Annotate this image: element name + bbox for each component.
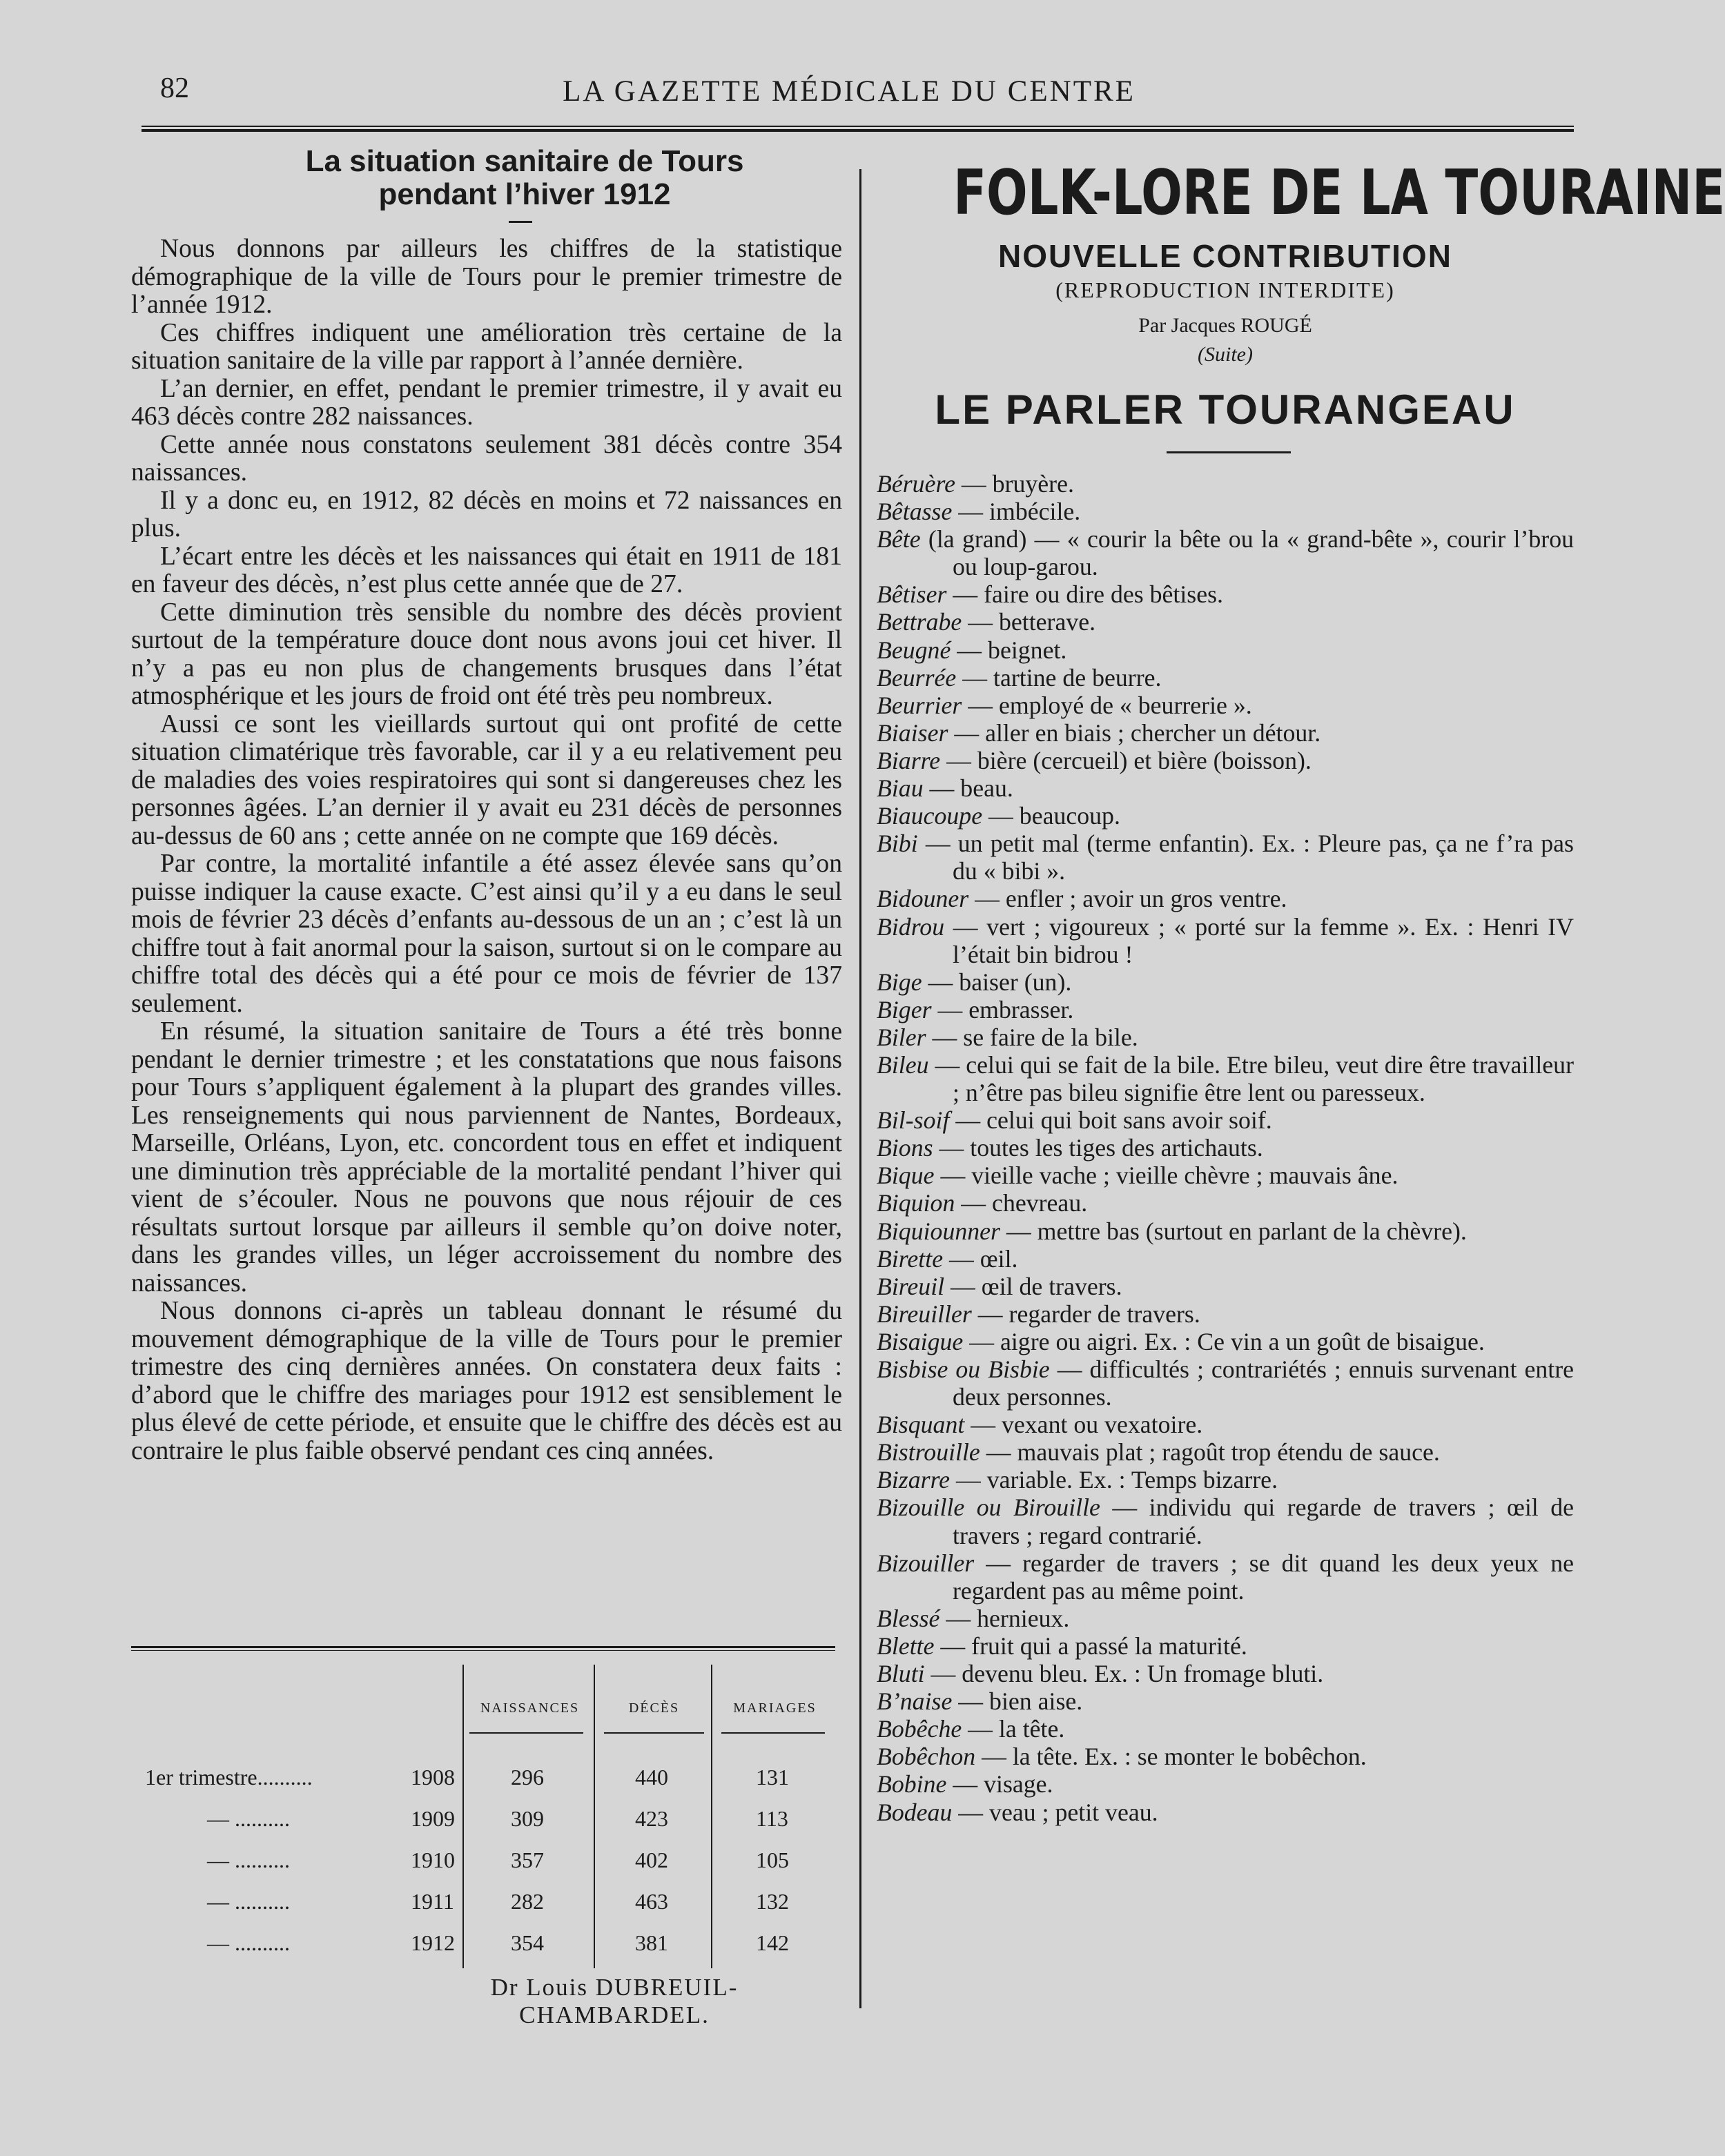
header-deces: DÉCÈS <box>628 1701 680 1716</box>
entry-term: Bêtasse <box>877 498 953 526</box>
entry-term: Beugné <box>877 636 951 664</box>
entry-term: B’naise <box>877 1687 953 1716</box>
entry-definition: — visage. <box>946 1770 1053 1799</box>
header-mariages: MARIAGES <box>733 1701 817 1716</box>
row-year: 1910 <box>411 1848 455 1872</box>
article-title <box>179 145 870 211</box>
paragraph: Nous donnons par ailleurs les chiffres de la statistique démographique de la ville de Tours pour le premier trimestre de l’année 1912. <box>131 235 842 319</box>
entry-term: Bique <box>877 1162 935 1190</box>
glossary-entry <box>877 1411 1574 1438</box>
entry-term: Bige <box>877 968 922 996</box>
paragraph: En résumé, la situation sanitaire de Tours a été très bonne pendant le dernier trimestre ; et les constatations que nous faisons pour Tours s’appliquent également à la plupart des grandes villes. Les renseignements qui nous parviennent de Nantes, Bordeaux, Marseille, Orléans, Lyon, etc. concordent tous en effet et indiquent une diminution très appréciable de la mortalité pendant l’hiver qui vient de s’écouler. Nous ne pouvons que nous réjouir de ces résultats surtout lorsque par ailleurs il semble qu’on doive noter, dans les grandes villes, un léger accroissement du nombre des naissances. <box>131 1017 842 1297</box>
glossary-entry <box>877 1023 1574 1051</box>
cell-naissances: 354 <box>511 1930 544 1955</box>
entry-definition: — vieille vache ; vieille chèvre ; mauvais âne. <box>934 1162 1398 1190</box>
entry-definition: — employé de « beurrerie ». <box>962 691 1252 719</box>
entry-definition: (la grand) — « courir la bête ou la « grand-bête », courir l’brou ou loup-garou. <box>920 525 1574 581</box>
entry-term: Bidouner <box>877 885 969 913</box>
glossary-entry <box>877 1051 1574 1106</box>
entry-definition: — bière (cercueil) et bière (boisson). <box>940 746 1312 774</box>
entry-definition: — vert ; vigoureux ; « porté sur la femme ». Ex. : Henri IV l’était bin bidrou ! <box>944 912 1574 968</box>
glossary-entry <box>877 1466 1574 1493</box>
entry-term: Béruère <box>877 470 955 498</box>
row-year: 1908 <box>411 1765 455 1790</box>
entry-definition: — difficultés ; contrariétés ; ennuis survenant entre deux personnes. <box>953 1355 1575 1411</box>
glossary-entry <box>877 1799 1574 1826</box>
entry-term: Bileu <box>877 1050 929 1079</box>
signature: Dr Louis DUBREUIL-CHAMBARDEL. <box>490 1974 739 2028</box>
entry-definition: — variable. Ex. : Temps bizarre. <box>950 1466 1278 1494</box>
entry-term: Bêtiser <box>877 580 947 609</box>
glossary-entry <box>877 1715 1574 1743</box>
cell-naissances: 296 <box>511 1765 544 1790</box>
glossary-entry <box>877 1328 1574 1355</box>
header-rule <box>604 1732 704 1734</box>
cell-naissances: 282 <box>511 1889 544 1914</box>
entry-definition: — un petit mal (terme enfantin). Ex. : Pleure pas, ça ne f’ra pas du « bibi ». <box>917 830 1574 885</box>
entry-definition: — chevreau. <box>955 1189 1088 1217</box>
subtitle: NOUVELLE CONTRIBUTION <box>998 238 1452 274</box>
entry-term: Beurrée <box>877 663 957 692</box>
entry-term: Biler <box>877 1023 926 1051</box>
row-label: — .......... <box>207 1889 290 1914</box>
header-rule <box>721 1732 825 1734</box>
entry-term: Biarre <box>877 746 941 774</box>
entry-term: Biaiser <box>877 718 948 747</box>
entry-definition: — fruit qui a passé la maturité. <box>934 1631 1247 1660</box>
entry-term: Biau <box>877 774 924 803</box>
reproduction-notice: (REPRODUCTION INTERDITE) <box>1055 277 1395 302</box>
glossary-entry <box>877 802 1574 830</box>
running-title: LA GAZETTE MÉDICALE DU CENTRE <box>563 75 1136 108</box>
entry-definition: — bien aise. <box>952 1687 1083 1716</box>
glossary-entry <box>877 747 1574 774</box>
author-line: Par Jacques ROUGÉ <box>1138 314 1312 337</box>
cell-deces: 440 <box>635 1765 668 1790</box>
entry-term: Bireuil <box>877 1272 945 1300</box>
glossary-entry <box>877 1273 1574 1300</box>
glossary-entry <box>877 1687 1574 1715</box>
glossary-entry <box>877 1106 1574 1134</box>
entry-term: Bidrou <box>877 912 945 941</box>
entry-definition: — beaucoup. <box>982 802 1120 830</box>
entry-term: Bisaigue <box>877 1327 964 1355</box>
entry-definition: — individu qui regarde de travers ; œil de travers ; regard contrarié. <box>953 1493 1574 1549</box>
entry-term: Blette <box>877 1631 935 1660</box>
paragraph: Nous donnons ci-après un tableau donnant le résumé du mouvement démographique de la ville de Tours pour le premier trimestre des cinq dernières années. On constatera deux faits : d’abord que le chiffre des mariages pour 1912 est sensiblement le plus élevé de cette période, et ensuite que le chiffre des décès est au contraire le plus faible observé pendant ces cinq années. <box>131 1297 842 1465</box>
entry-definition: — la tête. <box>962 1715 1065 1743</box>
entry-term: Bobêche <box>877 1715 962 1743</box>
glossary-entry <box>877 719 1574 747</box>
folk-lore-title: FOLK-LORE DE LA TOURAINE <box>953 157 1725 229</box>
entry-definition: — aigre ou aigri. Ex. : Ce vin a un goût de bisaigue. <box>963 1327 1485 1355</box>
entry-definition: — œil de travers. <box>944 1272 1122 1300</box>
left-article <box>131 145 842 1465</box>
paragraph: Cette année nous constatons seulement 381 décès contre 354 naissances. <box>131 430 842 487</box>
entry-definition: — celui qui se fait de la bile. Etre bileu, veut dire être travailleur ; n’être pas bileu signifie être lent ou paresseux. <box>928 1050 1574 1107</box>
glossary-entry <box>877 1660 1574 1687</box>
paragraph: Cette diminution très sensible du nombre des décès provient surtout de la température douce dont nous avons joui cet hiver. Il n’y a pas eu non plus de changements brusques dans l’état atmosphérique et les jours de froid ont été très peu nombreux. <box>131 598 842 710</box>
table-row <box>131 1848 835 1875</box>
cell-mariages: 132 <box>756 1889 789 1914</box>
entry-term: Bil-soif <box>877 1106 950 1135</box>
entry-definition: — baiser (un). <box>922 968 1072 996</box>
entry-term: Bizarre <box>877 1466 951 1494</box>
entry-term: Biquion <box>877 1189 955 1217</box>
entry-term: Bobine <box>877 1770 947 1799</box>
entry-term: Bobêchon <box>877 1743 976 1771</box>
glossary-entry <box>877 1743 1574 1770</box>
cell-deces: 463 <box>635 1889 668 1914</box>
title-rule <box>509 221 532 223</box>
glossary-entry <box>877 1770 1574 1798</box>
right-article <box>877 145 1725 1826</box>
entry-definition: — toutes les tiges des artichauts. <box>933 1134 1263 1162</box>
glossary-entry <box>877 830 1574 885</box>
row-label: — .......... <box>207 1848 290 1872</box>
suite-label: (Suite) <box>1198 343 1253 366</box>
entry-definition: — betterave. <box>962 608 1096 636</box>
entry-definition: — hernieux. <box>939 1604 1070 1632</box>
entry-term: Bireuiller <box>877 1300 972 1328</box>
glossary-entry <box>877 1605 1574 1632</box>
cell-mariages: 131 <box>756 1765 789 1790</box>
glossary-entry <box>877 636 1574 664</box>
entry-term: Bions <box>877 1134 933 1162</box>
section-title: LE PARLER TOURANGEAU <box>935 386 1516 433</box>
entry-definition: — bruyère. <box>955 470 1074 498</box>
entry-definition: — aller en biais ; chercher un détour. <box>948 718 1321 747</box>
cell-mariages: 113 <box>756 1806 788 1831</box>
entry-definition: — embrasser. <box>931 995 1074 1023</box>
glossary-entry <box>877 608 1574 636</box>
entry-term: Biquiounner <box>877 1217 1000 1245</box>
entry-definition: — la tête. Ex. : se monter le bobêchon. <box>975 1743 1367 1771</box>
row-year: 1911 <box>411 1889 454 1914</box>
entry-definition: — regarder de travers. <box>971 1300 1200 1328</box>
paragraph: Il y a donc eu, en 1912, 82 décès en moins et 72 naissances en plus. <box>131 486 842 542</box>
entry-definition: — vexant ou vexatoire. <box>964 1411 1203 1439</box>
glossary-entry <box>877 664 1574 692</box>
glossary-entry <box>877 1493 1574 1549</box>
glossary-entry <box>877 470 1574 498</box>
glossary-entry <box>877 774 1574 802</box>
glossary-entry <box>877 525 1574 580</box>
article-title-line2: pendant l’hiver 1912 <box>378 177 671 211</box>
glossary-entry <box>877 1355 1574 1411</box>
column-divider <box>859 169 861 2008</box>
top-rule <box>142 126 1574 132</box>
row-label: 1er trimestre.......... <box>145 1765 313 1790</box>
paragraph: L’écart entre les décès et les naissances qui était en 1911 de 181 en faveur des décès, n’est plus cette année que de 27. <box>131 542 842 598</box>
entry-definition: — beignet. <box>951 636 1067 664</box>
cell-deces: 381 <box>635 1930 668 1955</box>
entry-term: Bizouille ou Birouille <box>877 1493 1100 1522</box>
stats-table <box>131 1646 835 1975</box>
entry-term: Bluti <box>877 1660 925 1688</box>
cell-naissances: 357 <box>511 1848 544 1872</box>
entry-definition: — imbécile. <box>952 498 1081 526</box>
row-year: 1912 <box>411 1930 455 1955</box>
glossary-entry <box>877 692 1574 719</box>
entry-definition: — tartine de beurre. <box>956 663 1162 692</box>
glossary-entry <box>877 1632 1574 1660</box>
cell-deces: 402 <box>635 1848 668 1872</box>
page-number: 82 <box>160 72 189 104</box>
table-row <box>131 1889 835 1917</box>
paragraph: L’an dernier, en effet, pendant le premier trimestre, il y avait eu 463 décès contre 282 naissances. <box>131 374 842 431</box>
entry-definition: — beau. <box>923 774 1013 803</box>
glossary-entry <box>877 1134 1574 1162</box>
header-rule <box>469 1732 583 1734</box>
entry-term: Bisbise ou Bisbie <box>877 1355 1050 1383</box>
row-year: 1909 <box>411 1806 455 1831</box>
row-label: — .......... <box>207 1930 290 1955</box>
section-rule <box>1167 451 1291 453</box>
paragraph: Aussi ce sont les vieillards surtout qui ont profité de cette situation climatérique très favorable, car il y a eu relativement peu de maladies des voies respiratoires qui sont si dangereuses chez les personnes âgées. L’an dernier il y avait eu 231 décès de personnes au-dessus de 60 ans ; cette année on ne compte que 169 décès. <box>131 709 842 850</box>
cell-mariages: 105 <box>756 1848 789 1872</box>
entry-term: Bizouiller <box>877 1549 975 1577</box>
entry-term: Bodeau <box>877 1798 953 1826</box>
entry-term: Bisquant <box>877 1411 965 1439</box>
header-naissances: NAISSANCES <box>480 1701 580 1716</box>
glossary-entry <box>877 498 1574 525</box>
cell-deces: 423 <box>635 1806 668 1831</box>
glossary-entry <box>877 885 1574 912</box>
entry-term: Biaucoupe <box>877 802 983 830</box>
entry-definition: — devenu bleu. Ex. : Un fromage bluti. <box>924 1660 1324 1688</box>
entry-definition: — regarder de travers ; se dit quand les deux yeux ne regardent pas au même point. <box>953 1549 1574 1605</box>
glossary-entry <box>877 1189 1574 1217</box>
entry-definition: — se faire de la bile. <box>926 1023 1138 1051</box>
entry-term: Bistrouille <box>877 1438 980 1467</box>
glossary-entry <box>877 913 1574 968</box>
glossary-entry <box>877 1162 1574 1189</box>
row-label: — .......... <box>207 1806 290 1831</box>
paragraph: Ces chiffres indiquent une amélioration très certaine de la situation sanitaire de la ville par rapport à l’année dernière. <box>131 318 842 375</box>
glossary-entry <box>877 1217 1574 1245</box>
table-row <box>131 1765 835 1792</box>
article-title-line1: La situation sanitaire de Tours <box>305 144 744 178</box>
table-row <box>131 1930 835 1958</box>
entry-term: Bête <box>877 525 921 553</box>
entry-definition: — œil. <box>943 1244 1018 1273</box>
table-row <box>131 1806 835 1834</box>
glossary-entry <box>877 1438 1574 1466</box>
glossary-entry <box>877 968 1574 996</box>
entry-definition: — faire ou dire des bêtises. <box>946 580 1224 609</box>
table-top-rule <box>131 1646 835 1651</box>
glossary-entry <box>877 1245 1574 1273</box>
entry-term: Blessé <box>877 1604 940 1632</box>
cell-naissances: 309 <box>511 1806 544 1831</box>
glossary-entry <box>877 1549 1574 1605</box>
entry-term: Beurrier <box>877 691 962 719</box>
cell-mariages: 142 <box>756 1930 789 1955</box>
entry-term: Biger <box>877 995 932 1023</box>
entry-definition: — enfler ; avoir un gros ventre. <box>968 885 1287 913</box>
entry-term: Birette <box>877 1244 944 1273</box>
glossary-entry <box>877 580 1574 608</box>
paragraph: Par contre, la mortalité infantile a été assez élevée sans qu’on puisse indiquer la cause exacte. C’est ainsi qu’il y a eu dans le seul mois de février 23 décès d’enfants au-dessous de un an ; c’est là un chiffre tout à fait anormal pour la saison, surtout si on le compare au chiffre total des décès qui a été pour ce mois de février de 137 seulement. <box>131 850 842 1018</box>
entry-definition: — celui qui boit sans avoir soif. <box>949 1106 1272 1135</box>
article-body <box>131 235 842 1465</box>
glossary-entries <box>877 470 1574 1826</box>
entry-term: Bettrabe <box>877 608 962 636</box>
entry-definition: — mettre bas (surtout en parlant de la chèvre). <box>1000 1217 1467 1245</box>
glossary-entry <box>877 996 1574 1023</box>
entry-definition: — mauvais plat ; ragoût trop étendu de sauce. <box>980 1438 1440 1467</box>
entry-term: Bibi <box>877 830 918 858</box>
glossary-entry <box>877 1300 1574 1328</box>
entry-definition: — veau ; petit veau. <box>952 1798 1158 1826</box>
